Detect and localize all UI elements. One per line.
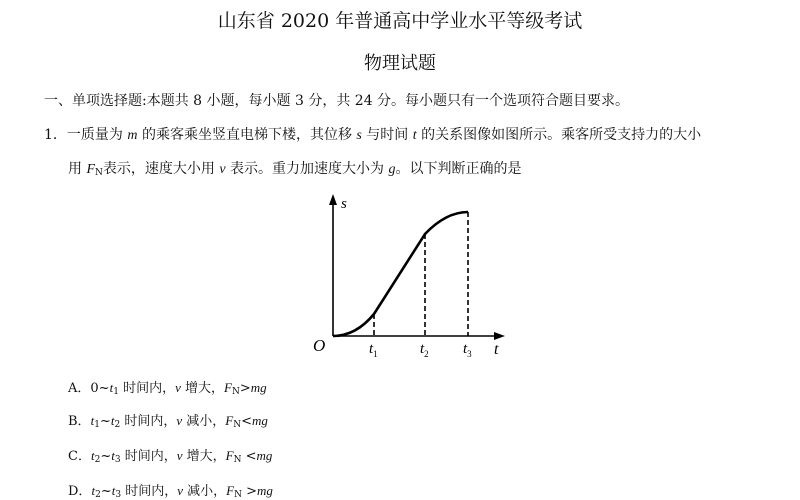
time-to: t [110, 413, 115, 428]
var-mg: mg [256, 448, 273, 463]
time-from-sub: 2 [95, 490, 101, 500]
tick-label-t2: $t_2$ [420, 341, 429, 359]
range-sep: ~ [100, 484, 112, 499]
tick-label-t3: $t_3$ [463, 341, 472, 359]
range-sep: ~ [100, 449, 112, 464]
subscript-N: N [231, 387, 240, 397]
relation: > [239, 381, 251, 396]
exam-title: 山东省 2020 年普通高中学业水平等级考试 [217, 10, 583, 32]
subscript-N: N [233, 420, 242, 430]
var-v: v [219, 162, 226, 177]
var-s: s [356, 128, 362, 143]
relation: < [241, 414, 252, 429]
question-text: 用 [68, 161, 87, 177]
option-text: 增大， [182, 449, 226, 464]
option-a[interactable] [68, 377, 267, 397]
subscript-N: N [234, 490, 242, 500]
time-to-sub: 1 [113, 387, 119, 397]
var-v: v [176, 448, 183, 463]
s-t-curve [333, 212, 468, 336]
question-text: 表示。重力加速度大小为 [225, 161, 389, 177]
var-F: F [224, 380, 232, 395]
option-letter: D． [68, 484, 92, 499]
question-text: 的关系图像如图所示。乘客所受支持力的大小 [416, 127, 702, 143]
origin-label: O [313, 336, 326, 355]
var-v: v [175, 380, 181, 395]
var-mg: mg [256, 483, 273, 498]
y-axis-label: s [341, 196, 347, 212]
question-text: 与时间 [361, 127, 413, 143]
option-letter: B． [68, 414, 91, 429]
subscript-N: N [233, 455, 242, 465]
tick-label-t1: $t_1$ [369, 341, 378, 359]
range-sep: ~ [99, 414, 111, 429]
time-to-sub: 3 [115, 490, 122, 500]
s-t-graph [300, 188, 520, 370]
option-c[interactable] [68, 445, 272, 465]
question-text: 表示，速度大小用 [102, 161, 220, 177]
time-to-sub: 3 [114, 455, 121, 465]
time-to: t [111, 483, 116, 498]
relation: < [241, 449, 257, 464]
relation: > [241, 484, 257, 499]
option-d[interactable] [68, 480, 273, 500]
subscript-N: N [95, 168, 103, 178]
option-text: 减小， [182, 414, 226, 429]
option-b[interactable] [68, 410, 268, 430]
var-F: F [225, 413, 234, 428]
var-m: m [127, 128, 138, 143]
option-letter: C． [68, 449, 91, 464]
time-from-sub: 1 [94, 420, 100, 430]
question-1-line-1 [44, 124, 701, 144]
option-letter: A． [68, 381, 91, 396]
var-t: t [412, 128, 417, 143]
time-to: t [111, 448, 115, 463]
var-F: F [86, 162, 96, 177]
x-axis-arrow [494, 332, 505, 340]
time-from: 0 [90, 381, 99, 396]
question-text: 一质量为 [66, 127, 128, 143]
var-mg: mg [250, 380, 267, 395]
var-v: v [176, 413, 183, 428]
section-header: 一、单项选择题:本题共 8 小题，每小题 3 分，共 24 分。每小题只有一个选项符合题目要求。 [44, 93, 630, 109]
question-number: 1． [44, 127, 67, 143]
var-v: v [177, 483, 183, 498]
var-F: F [225, 448, 234, 463]
var-g: g [388, 162, 396, 177]
var-mg: mg [251, 413, 268, 428]
question-1-line-2 [68, 158, 521, 178]
range-sep: ~ [98, 381, 110, 396]
question-text: 的乘客乘坐竖直电梯下楼，其位移 [137, 127, 357, 143]
time-from: t [90, 448, 95, 463]
time-from: t [90, 413, 95, 428]
option-text: 时间内， [121, 484, 178, 499]
time-from-sub: 2 [94, 455, 101, 465]
option-text: 增大， [180, 381, 224, 396]
question-text: 。以下判断正确的是 [395, 161, 522, 177]
time-to-sub: 2 [114, 420, 121, 430]
x-axis-label: t [494, 341, 499, 358]
y-axis-arrow [329, 194, 337, 205]
option-text: 时间内， [120, 449, 177, 464]
time-from: t [91, 483, 96, 498]
option-text: 时间内， [120, 414, 177, 429]
var-F: F [226, 483, 235, 498]
exam-subtitle: 物理试题 [364, 53, 436, 74]
time-to: t [109, 380, 114, 395]
option-text: 时间内， [118, 381, 176, 396]
option-text: 减小， [182, 484, 227, 499]
